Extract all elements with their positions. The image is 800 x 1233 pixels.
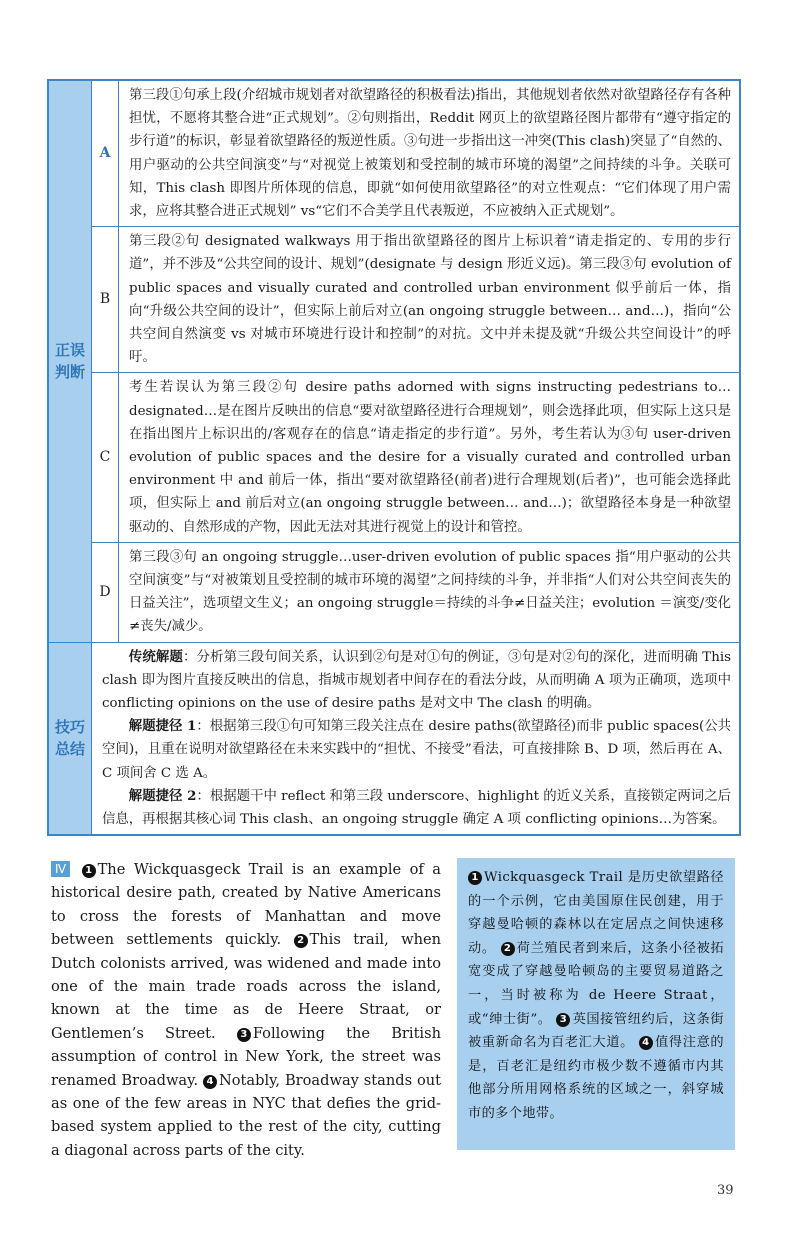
tip-paragraph (102, 785, 731, 831)
option-letter: D (92, 542, 119, 642)
category-label: 技巧总结 (54, 718, 85, 759)
sentence-number: 4 (639, 1036, 653, 1050)
analysis-table (47, 79, 741, 836)
option-explanation: 考生若误认为第三段②句 desire paths adorned with signs instructing pedestrians to… designated…是在图片反映出的信息“要对欲望路径进行合理规划”，则会选择此项，但实际上这只是在指出图片上标识出的/客观存在的信息“请走指定的步行道”。另外，考生若认为③句 user-driven evolution of public spaces and the desire for a visually curated and controlled urban environment 中 and 前后一体，指出“要对欲望路径(前者)进行合理规划(后者)”，也可能会选择此项，但实际上 and 前后对立(an ongoing struggle between… and…)；欲望路径本身是一种欲望驱动的、自然形成的产物，因此无法对其进行视觉上的设计和管控。 (119, 373, 741, 542)
tip-paragraph (102, 715, 731, 785)
sentence-number: 1 (468, 871, 482, 885)
tip-text: ：根据第三段①句可知第三段关注点在 desire paths(欲望路径)而非 public spaces(公共空间)，且重在说明对欲望路径在未来实践中的“担忧、不接受”看法，可直接排除 B、D 项，然后再在 A、C 项间舍 C 选 A。 (102, 719, 731, 781)
tip-label: 解题捷径 2 (128, 787, 197, 804)
sentence-number: 4 (203, 1075, 217, 1089)
section-marker: Ⅳ (51, 861, 70, 877)
tip-text: ：根据题干中 reflect 和第三段 underscore、highlight 的近义关系，直接锁定两词之后信息，再根据其核心词 This clash、an ongoing struggle 确定 A 项 conflicting opinions…为答案。 (102, 788, 731, 828)
table-row (48, 642, 740, 835)
tip-label: 解题捷径 1 (128, 718, 197, 735)
translation-sentence: Wickquasgeck Trail 是历史欲望路径的一个示例，它由美国原住民创建，用于穿越曼哈顿的森林以在定居点之间快速移动。 (468, 870, 724, 956)
table-row (48, 227, 740, 373)
passage-sentence: Notably, Broadway stands out as one of the few areas in NYC that defies the grid-based system applied to the rest of the city, cutting a diagonal across parts of the city. (51, 1071, 442, 1159)
translation-sentence: 荷兰殖民者到来后，这条小径被拓宽变成了穿越曼哈顿岛的主要贸易道路之一，当时被称为 de Heere Straat，或“绅士街”。 (468, 940, 724, 1027)
passage-sentence: The Wickquasgeck Trail is an example of a historical desire path, created by Native Americans to cross the forests of Manhattan and move between settlements quickly. (51, 861, 441, 949)
sentence-number: 3 (556, 1013, 570, 1027)
category-cell-judgment (48, 80, 92, 642)
chinese-translation-box (457, 858, 735, 1150)
sentence-number: 2 (501, 942, 515, 956)
sentence-number: 2 (294, 934, 308, 948)
passage-sentence: Following the British assumption of control in New York, the street was renamed Broadway. (51, 1024, 441, 1089)
table-row (48, 80, 740, 227)
option-letter: C (92, 373, 119, 542)
tip-paragraph (102, 646, 731, 716)
tips-block (92, 642, 741, 835)
option-letter: B (92, 227, 119, 373)
sentence-number: 1 (82, 864, 96, 878)
page-number: 39 (717, 1183, 734, 1198)
translation-sentence: 值得注意的是，百老汇是纽约市极少数不遵循市内其他部分所用网格系统的区域之一，斜穿城市的多个地带。 (468, 1035, 725, 1121)
table-row (48, 542, 740, 642)
option-explanation: 第三段①句承上段(介绍城市规划者对欲望路径的积极看法)指出，其他规划者依然对欲望路径存有各种担忧，不愿将其整合进“正式规划”。②句则指出，Reddit 网页上的欲望路径图片都带有“遵守指定的步行道”的标识，彰显着欲望路径的叛逆性质。③句进一步指出这一冲突(This clash)突显了“自然的、用户驱动的公共空间演变”与“对视觉上被策划和受控制的城市环境的渴望”之间持续的斗争。关联可知，This clash 即图片所体现的信息，即就“如何使用欲望路径”的对立性观点：“它们体现了用户需求，应将其整合进正式规划” vs“它们不合美学且代表叛逆，不应被纳入正式规划”。 (119, 80, 741, 227)
table-row (48, 373, 740, 542)
option-letter: A (92, 80, 119, 227)
passage-sentence: This trail, when Dutch colonists arrived, was widened and made into one of the main trade roads across the island, known at the time as de Heere Straat, or Gentlemen’s Street. (51, 931, 442, 1042)
translation-sentence: 英国接管纽约后，这条街被重新命名为百老汇大道。 (468, 1011, 724, 1051)
tip-label: 传统解题 (128, 648, 183, 665)
category-label: 正误判断 (54, 341, 85, 382)
category-cell-tips (48, 642, 92, 835)
option-explanation: 第三段②句 designated walkways 用于指出欲望路径的图片上标识着“请走指定的、专用的步行道”，并不涉及“公共空间的设计、规划”(designate 与 design 形近义远)。第三段③句 evolution of public spaces and visually curated and controlled urban environment 似乎前后一体，指向“升级公共空间的设计”，但实际上前后对立(an ongoing struggle between… and…)，指向“公共空间自然演变 vs 对城市环境进行设计和控制”的对抗。文中并未提及就“升级公共空间设计”的呼吁。 (119, 227, 741, 373)
sentence-number: 3 (237, 1028, 251, 1042)
option-explanation: 第三段③句 an ongoing struggle…user-driven evolution of public spaces 指“用户驱动的公共空间演变”与“对被策划且受控制的城市环境的渴望”之间持续的斗争，并非指“人们对公共空间丧失的日益关注”，选项望文生义；an ongoing struggle＝持续的斗争≠日益关注；evolution ＝演变/变化≠丧失/减少。 (119, 542, 741, 642)
english-passage (51, 858, 441, 1162)
tip-text: ：分析第三段句间关系，认识到②句是对①句的例证，③句是对②句的深化，进而明确 This clash 即为图片直接反映出的信息，指城市规划者中间存在的看法分歧，从而明确 A 项为正确项，选项中 conflicting opinions on the use of desire paths 是对文中 The clash 的明确。 (102, 649, 732, 712)
